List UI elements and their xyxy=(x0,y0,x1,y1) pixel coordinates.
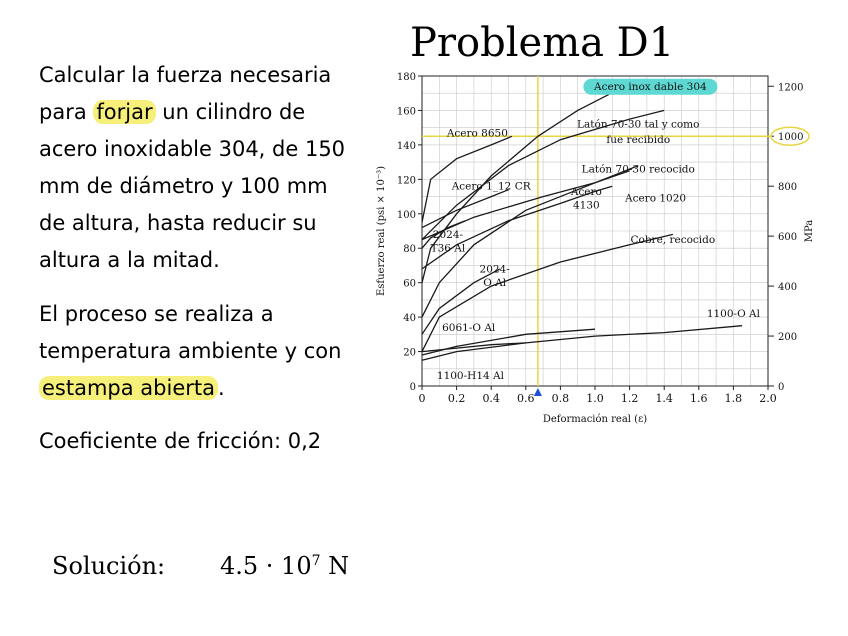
statement-line: mm de diámetro y 100 mm xyxy=(39,174,328,198)
statement-line: El proceso se realiza a xyxy=(39,302,274,326)
process-statement xyxy=(39,296,341,407)
statement-line: temperatura ambiente y con xyxy=(39,339,342,363)
series-label: Acero 1020 xyxy=(625,192,687,205)
y2-tick-label: 1000 xyxy=(778,132,804,144)
y2-tick-label: 0 xyxy=(778,382,785,393)
series-label: 2024- xyxy=(432,228,464,241)
x-tick-label: 0.6 xyxy=(517,392,535,405)
y-tick-label: 40 xyxy=(403,313,416,325)
x-tick-label: 0 xyxy=(418,392,426,405)
stress-strain-chart xyxy=(360,64,820,444)
y2-tick-label: 200 xyxy=(778,332,798,344)
series-line xyxy=(422,190,509,228)
slide-title: Problema D1 xyxy=(410,20,675,66)
statement-line: Calcular la fuerza necesaria xyxy=(39,63,332,87)
x-tick-label: 0.8 xyxy=(551,392,570,405)
series-label: O Al xyxy=(483,277,507,290)
series-label: Latón 70-30 recocido xyxy=(581,163,695,176)
series-label: T36 Al xyxy=(430,242,466,255)
series-label: Acero 1_12 CR xyxy=(451,180,531,193)
y-tick-label: 180 xyxy=(396,72,416,83)
series-label: 2024- xyxy=(479,263,510,276)
x-tick-label: 0.2 xyxy=(447,392,466,405)
x-tick-label: 1.8 xyxy=(724,392,743,405)
series-label: Acero xyxy=(570,185,602,198)
y-tick-label: 80 xyxy=(403,244,416,256)
x-tick-label: 1.2 xyxy=(620,392,639,405)
y2-tick-label: 800 xyxy=(778,182,798,194)
solution-exponent: 7 xyxy=(311,553,321,569)
x-tick-label: 1.4 xyxy=(655,392,673,405)
series-label: Acero inox dable 304 xyxy=(594,80,707,93)
highlight-estampa-abierta: estampa abierta xyxy=(39,376,218,400)
y2-tick-label: 600 xyxy=(778,232,798,244)
y-tick-label: 100 xyxy=(396,209,416,221)
series-label: 6061-O Al xyxy=(442,321,496,334)
friction-coefficient: Coeficiente de fricción: 0,2 xyxy=(39,429,322,453)
y2-tick-label: 400 xyxy=(778,282,798,294)
x-tick-label: 2.0 xyxy=(759,392,777,405)
y-tick-label: 140 xyxy=(396,140,416,152)
problem-statement xyxy=(39,57,345,279)
x-axis-label: Deformación real (ε) xyxy=(542,414,648,425)
strain-marker xyxy=(534,388,542,396)
statement-line: de altura, hasta reducir su xyxy=(39,211,317,235)
series-label: Acero 8650 xyxy=(446,127,508,140)
highlight-forjar: forjar xyxy=(93,100,155,124)
y2-tick-label: 1200 xyxy=(778,82,804,94)
series-label: fue recibido xyxy=(606,134,671,147)
x-tick-label: 0.4 xyxy=(482,392,500,405)
series-label: 1100-O Al xyxy=(706,308,760,321)
x-tick-label: 1.6 xyxy=(690,392,708,405)
y2-axis-label: MPa xyxy=(804,219,815,243)
series-label: 1100-H14 Al xyxy=(436,370,504,383)
y-tick-label: 60 xyxy=(403,278,416,290)
statement-line: para forjar un cilindro de xyxy=(39,100,306,124)
series-label: 4130 xyxy=(572,199,600,212)
statement-line: acero inoxidable 304, de 150 xyxy=(39,137,346,161)
solution-value: $4.5 \cdot 10^7$ N xyxy=(220,552,350,580)
statement-line: altura a la mitad. xyxy=(39,248,220,272)
solution-label: Solución: xyxy=(52,552,166,580)
y-tick-label: 20 xyxy=(403,347,416,359)
x-tick-label: 1.0 xyxy=(586,392,604,405)
y-tick-label: 120 xyxy=(396,175,416,187)
series-label: Latón 70-30 tal y como xyxy=(577,118,700,131)
y-axis-label: Esfuerzo real (psi × 10⁻³) xyxy=(376,165,387,297)
y-tick-label: 0 xyxy=(409,382,416,393)
y-tick-label: 160 xyxy=(396,106,416,118)
statement-line: estampa abierta . xyxy=(39,370,341,407)
series-label: Cobre, recocido xyxy=(630,234,716,247)
